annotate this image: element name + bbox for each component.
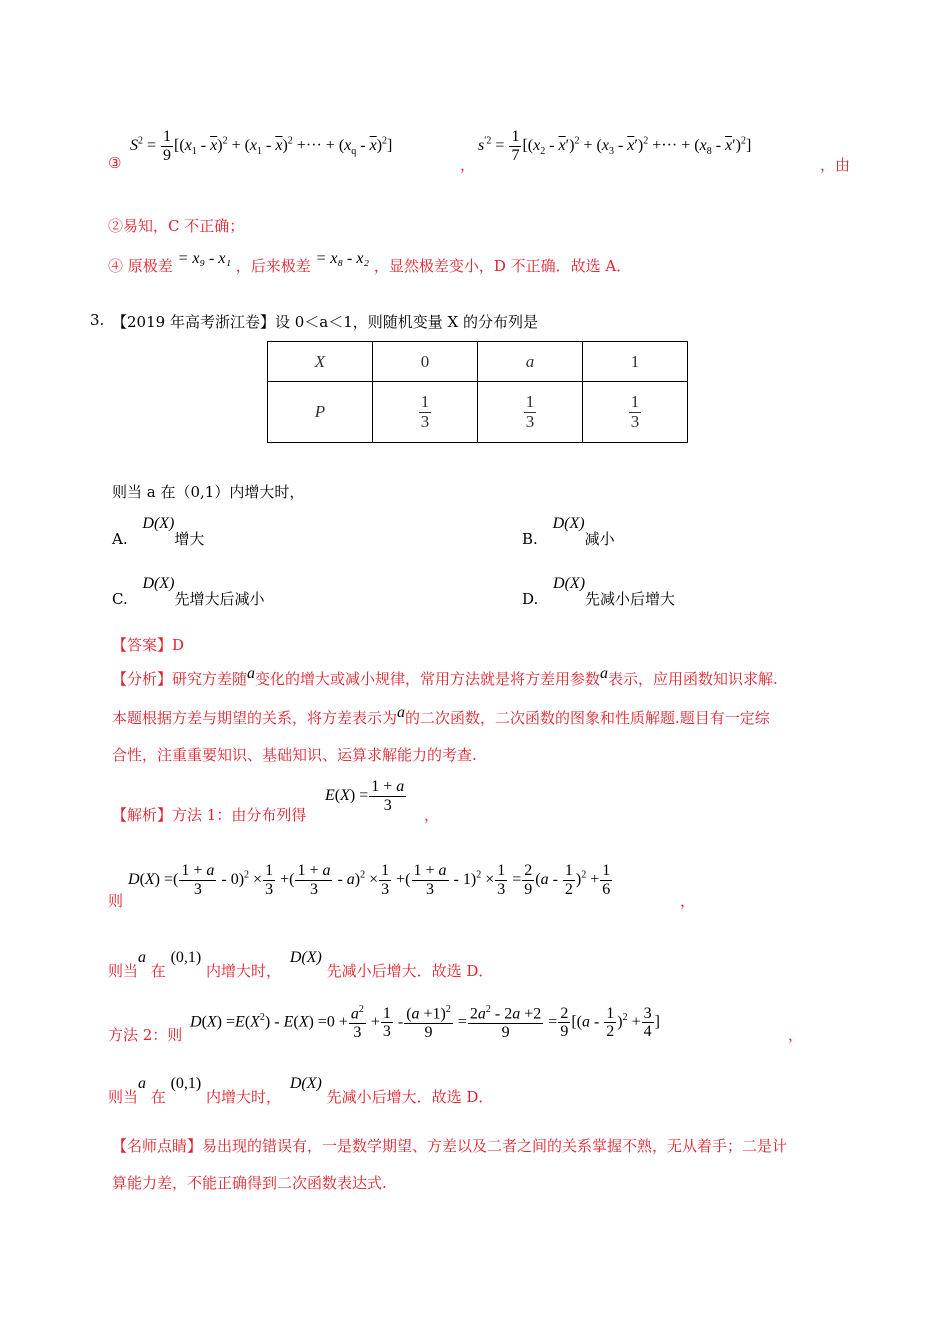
- option-expr: D(X): [553, 575, 586, 592]
- concl-mid: 内增大时，: [206, 962, 282, 980]
- question-stem: 【2019 年高考浙江卷】设 0＜a＜1，则随机变量 X 的分布列是: [112, 313, 538, 331]
- teacher-text: 易出现的错误有，一是数学期望、方差以及二者之间的关系掌握不熟，无从着手；二是计: [202, 1137, 788, 1155]
- option-label: C.: [112, 590, 128, 608]
- variance-formula-method1: D(X) =( $\frac{1 + a}{3}$ - 0)$^2$ × $\frac{1}{3}$ +( $\frac{1 + a}{3}$ - a)$^2$ × $\frac{1}{3}$ +( $\frac{1 + a}{3}$ - 1)$^2$ × $\frac{1}{3}$ = $\frac{2}{9}$ (a - $\frac{1}{2}$ )$^2$ + $\frac{1}{6}$: [128, 862, 611, 898]
- question-number: 3.: [90, 311, 105, 329]
- param-a: a: [247, 665, 256, 682]
- option-text: 增大: [174, 530, 205, 548]
- option-c: [112, 572, 265, 608]
- analysis-text: 变化的增大或减小规律，常用方法就是将方差用参数: [255, 670, 601, 688]
- x-value: a: [478, 342, 583, 382]
- concl-mid: 内增大时，: [206, 1088, 282, 1106]
- item4-range-new: = x₈ - x₂: [315, 250, 370, 267]
- option-label: A.: [112, 530, 128, 548]
- dx-short: D(X): [289, 949, 322, 966]
- param-a: a: [138, 949, 147, 966]
- analysis-tag: 【分析】: [112, 670, 173, 688]
- analysis-text: 的二次函数，二次函数的图象和性质解题.题目有一定综: [405, 709, 770, 727]
- analysis-text: 研究方差随: [172, 670, 248, 688]
- interval: (0,1): [170, 949, 202, 966]
- row-header-x: X: [268, 342, 373, 382]
- item3-variance-formula: $S^2$ = $\frac{1}{9}$ [$(x_1 - \overline{x})^2 + (x_1 - \overline{x})^2$ +··· + $(x_q - \overline{x})^2$]: [130, 128, 393, 164]
- teacher-tag: 【名师点睛】: [112, 1137, 203, 1155]
- item4-prefix: ④ 原极差: [108, 257, 173, 275]
- dx-comma: ，: [680, 892, 696, 910]
- question-prompt: 则当 a 在（0,1）内增大时，: [112, 483, 305, 501]
- concl-prefix: 则当: [108, 962, 139, 980]
- option-text: 先减小后增大: [585, 590, 676, 608]
- concl-prefix: 则当: [108, 1088, 139, 1106]
- option-expr: D(X): [142, 515, 175, 532]
- param-a: a: [138, 1075, 147, 1092]
- analysis-line-3: 合性，注重重要知识、基础知识、运算求解能力的考查.: [112, 746, 477, 764]
- p-value: $\frac{1}{3}$: [583, 382, 688, 443]
- param-a: a: [600, 665, 609, 682]
- teacher-note-line-2: 算能力差，不能正确得到二次函数表达式.: [112, 1174, 387, 1192]
- item4-suffix: ，显然极差变小，D 不正确．故选 A．: [373, 257, 632, 275]
- concl-end: 先减小后增大．故选 D．: [326, 1088, 494, 1106]
- expectation-formula: E(X) = $\frac{1 + a}{3}$: [325, 778, 405, 814]
- concl-end: 先减小后增大．故选 D．: [326, 962, 494, 980]
- item2-line: ②易知，C 不正确；: [108, 217, 245, 235]
- item3-new-variance-formula: $s^{'2}$ = $\frac{1}{7}$ [$(x_2 - \overline{x}')^2 + (x_3 - \overline{x}')^2$ +··· + $(x_8 - \overline{x}')^2$]: [478, 128, 752, 164]
- method1-intro: 方法 1：由分布列得: [172, 806, 307, 824]
- x-value: 0: [373, 342, 478, 382]
- item4-line: [108, 250, 632, 276]
- interval: (0,1): [170, 1075, 202, 1092]
- x-value: 1: [583, 342, 688, 382]
- method2-prefix: 方法 2：则: [108, 1026, 183, 1044]
- solution-intro: [112, 804, 306, 825]
- item4-range-original: = x₉ - x₁: [177, 250, 232, 267]
- option-label: D.: [522, 590, 539, 608]
- concl-in: 在: [150, 962, 166, 980]
- item3-marker: ③: [108, 154, 122, 172]
- option-text: 减小: [584, 530, 615, 548]
- option-text: 先增大后减小: [174, 590, 265, 608]
- param-a: a: [397, 704, 406, 721]
- conclusion-method2: [108, 1072, 494, 1106]
- method2-comma: ，: [788, 1026, 804, 1044]
- ex-comma: ，: [424, 806, 440, 824]
- table-row-p: [268, 382, 688, 443]
- distribution-table: [267, 341, 688, 443]
- analysis-line-1: [112, 665, 778, 689]
- concl-in: 在: [150, 1088, 166, 1106]
- p-value: $\frac{1}{3}$: [478, 382, 583, 443]
- dx-prefix: 则: [108, 892, 124, 910]
- solution-tag: 【解析】: [112, 806, 173, 824]
- item4-mid: ，后来极差: [235, 257, 311, 275]
- variance-formula-method2: $D(X) =E(X^2) - E(X) =0$ + $\frac{a^2}{3}$ + $\frac{1}{3}$ - $\frac{(a +1)^2}{9}$ = $\frac{2a^2 - 2a +2}{9}$ = $\frac{2}{9}$ [(a - $\frac{1}{2}$ )$^2$ + $\frac{3}{4}$ ]: [190, 1004, 660, 1041]
- row-header-p: P: [268, 382, 373, 443]
- option-d: [522, 572, 676, 608]
- dx-short: D(X): [289, 1075, 322, 1092]
- item3-comma: ，: [460, 156, 476, 174]
- option-expr: D(X): [142, 575, 175, 592]
- analysis-text: 表示，应用函数知识求解.: [608, 670, 778, 688]
- table-row-x: [268, 342, 688, 382]
- analysis-text: 本题根据方差与期望的关系，将方差表示为: [112, 709, 398, 727]
- answer-line: 【答案】D: [112, 636, 185, 654]
- p-value: $\frac{1}{3}$: [373, 382, 478, 443]
- option-expr: D(X): [552, 515, 585, 532]
- option-label: B.: [522, 530, 538, 548]
- analysis-line-2: [112, 704, 770, 728]
- conclusion-method1: [108, 946, 494, 980]
- item3-tail: ，由: [820, 156, 851, 174]
- option-a: [112, 512, 205, 548]
- teacher-note-line-1: [112, 1135, 787, 1156]
- option-b: [522, 512, 615, 548]
